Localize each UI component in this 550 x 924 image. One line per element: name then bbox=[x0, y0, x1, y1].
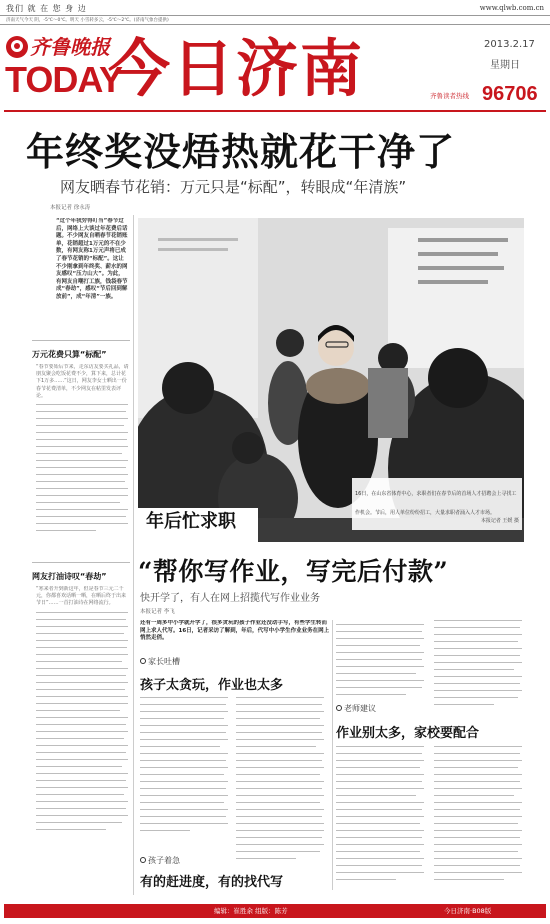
left-col-rule-2 bbox=[32, 562, 130, 563]
second-col-far-right bbox=[434, 620, 524, 711]
site-url[interactable]: www.qlwb.com.cn bbox=[479, 4, 544, 12]
masthead-rule bbox=[4, 110, 546, 112]
col1-tag2 bbox=[140, 855, 180, 866]
col1-tag2-text: 孩子着急 bbox=[148, 856, 180, 865]
sub2-title: 网友打油诗叹“春劫” bbox=[32, 572, 107, 581]
col2b-body bbox=[434, 746, 524, 886]
second-intro bbox=[140, 620, 330, 648]
weather-text: 济南天气今天 阴，-5℃～0℃。明天 小雪转多云，-5℃～2℃。(济南气象台提供) bbox=[6, 18, 169, 23]
lead-intro-text: “过个年我穷得叮当”春节过后，网络上大谈过年花费后话题。不少网友自晒春节花销账单，花销超过1万元的不在少数，有网友称1万元声将已成了春节花销的“标配”。这让不少刚拿到年终奖、薪水的网友感叹“压力山大”。为此，有网友自嘲打工族，钱袋春节成“春劫”，感叹“节后回到解放前”，成“年清”一族。 bbox=[56, 218, 128, 300]
footer-page: 今日济南·B08版 bbox=[444, 907, 492, 915]
lead-byline: 本报记者 徐永涛 bbox=[50, 205, 91, 211]
col1-title2: 有的赶进度，有的找代写 bbox=[140, 875, 284, 890]
second-col-right-top bbox=[336, 624, 426, 701]
sub1-title: 万元花费只算“标配” bbox=[32, 350, 107, 359]
section-title: 今日济南 bbox=[108, 32, 365, 105]
left-col-divider bbox=[133, 215, 134, 895]
col1-tag-marker bbox=[140, 658, 146, 664]
photo-caption-text-wrap bbox=[352, 478, 522, 530]
col1-tag2-marker bbox=[140, 857, 146, 863]
sub2-text-body: “寒来者升到新这年，但是春节三元二千元，你都喜欢话晒一晒，在晒后终于出来节日”……一首打油诗在网络流行。 bbox=[36, 586, 127, 607]
photographer: 本报记者 王媛 摄 bbox=[480, 518, 519, 524]
col1-tag bbox=[140, 656, 180, 667]
col2-tag-text: 老师建议 bbox=[344, 704, 376, 713]
lead-subheadline: 网友晒春节花销：万元只是“标配”，转眼成“年清族” bbox=[60, 178, 407, 196]
paper-name: 齐鲁晚报 bbox=[30, 35, 110, 59]
footer-bar bbox=[4, 904, 546, 918]
issue-weekday: 星期日 bbox=[490, 60, 520, 71]
photo-caption-title: 年后忙求职 bbox=[146, 511, 236, 532]
lead-intro bbox=[56, 218, 128, 336]
second-byline: 本报记者 李飞 bbox=[140, 609, 175, 615]
col2-tag bbox=[336, 703, 376, 714]
issue-date: 2013.2.17 bbox=[484, 39, 535, 50]
second-col-divider-1 bbox=[332, 620, 333, 890]
left-col-rule-1 bbox=[32, 340, 130, 341]
col1-body bbox=[140, 697, 230, 837]
sub1-text-body: “春节要始后节来，走东访友要买礼品，请朋友聚会吃饭花费不少，算下来，总计花下1万多……”这日，网友李女士晒出一份春节花费清单，不少网友在帖里发表评论。 bbox=[36, 364, 129, 399]
photo-caption-text: 16日，在山东省体育中心，求职者们在春节后的首场人才招聘会上寻找工作机会。节后，用人单位纷纷招工，大量求职者涌入人才市场。 bbox=[355, 491, 517, 516]
second-intro-text: 还有一周多中小学就开学了，很多贪玩的孩子作业还没动手写，有些学生转而网上求人代写。16日，记者采访了解到，年后，代写中小学生作业业务在网上悄然走俏。 bbox=[140, 620, 330, 641]
second-subheadline: 快开学了，有人在网上招揽代写作业业务 bbox=[140, 593, 320, 604]
masthead bbox=[0, 27, 550, 107]
second-headline: “帮你写作业，写完后付款” bbox=[138, 557, 449, 586]
col2-body bbox=[336, 746, 426, 886]
sub2-text bbox=[36, 586, 130, 896]
col2-tag-marker bbox=[336, 705, 342, 711]
sub1-text bbox=[36, 364, 130, 559]
col1-tag-text: 家长吐槽 bbox=[148, 657, 180, 666]
today-wordmark: TODAY bbox=[5, 59, 123, 100]
col1b-body bbox=[236, 697, 326, 865]
hotline-number: 96706 bbox=[482, 83, 538, 105]
lead-headline: 年终奖没焐热就花干净了 bbox=[26, 129, 456, 174]
site-slogan: 我们 就 在 您 身 边 bbox=[6, 4, 87, 13]
col2-title: 作业别太多，家校要配合 bbox=[336, 726, 480, 741]
paper-logo-emblem bbox=[6, 36, 28, 58]
col1-title: 孩子太贪玩，作业也太多 bbox=[140, 678, 284, 693]
hotline-label: 齐鲁读者热线 bbox=[430, 92, 469, 100]
footer-editor: 编辑：崔胜余 组版：陈芳 bbox=[214, 907, 288, 915]
paper-logo bbox=[6, 33, 110, 61]
weather-bar bbox=[0, 15, 550, 25]
